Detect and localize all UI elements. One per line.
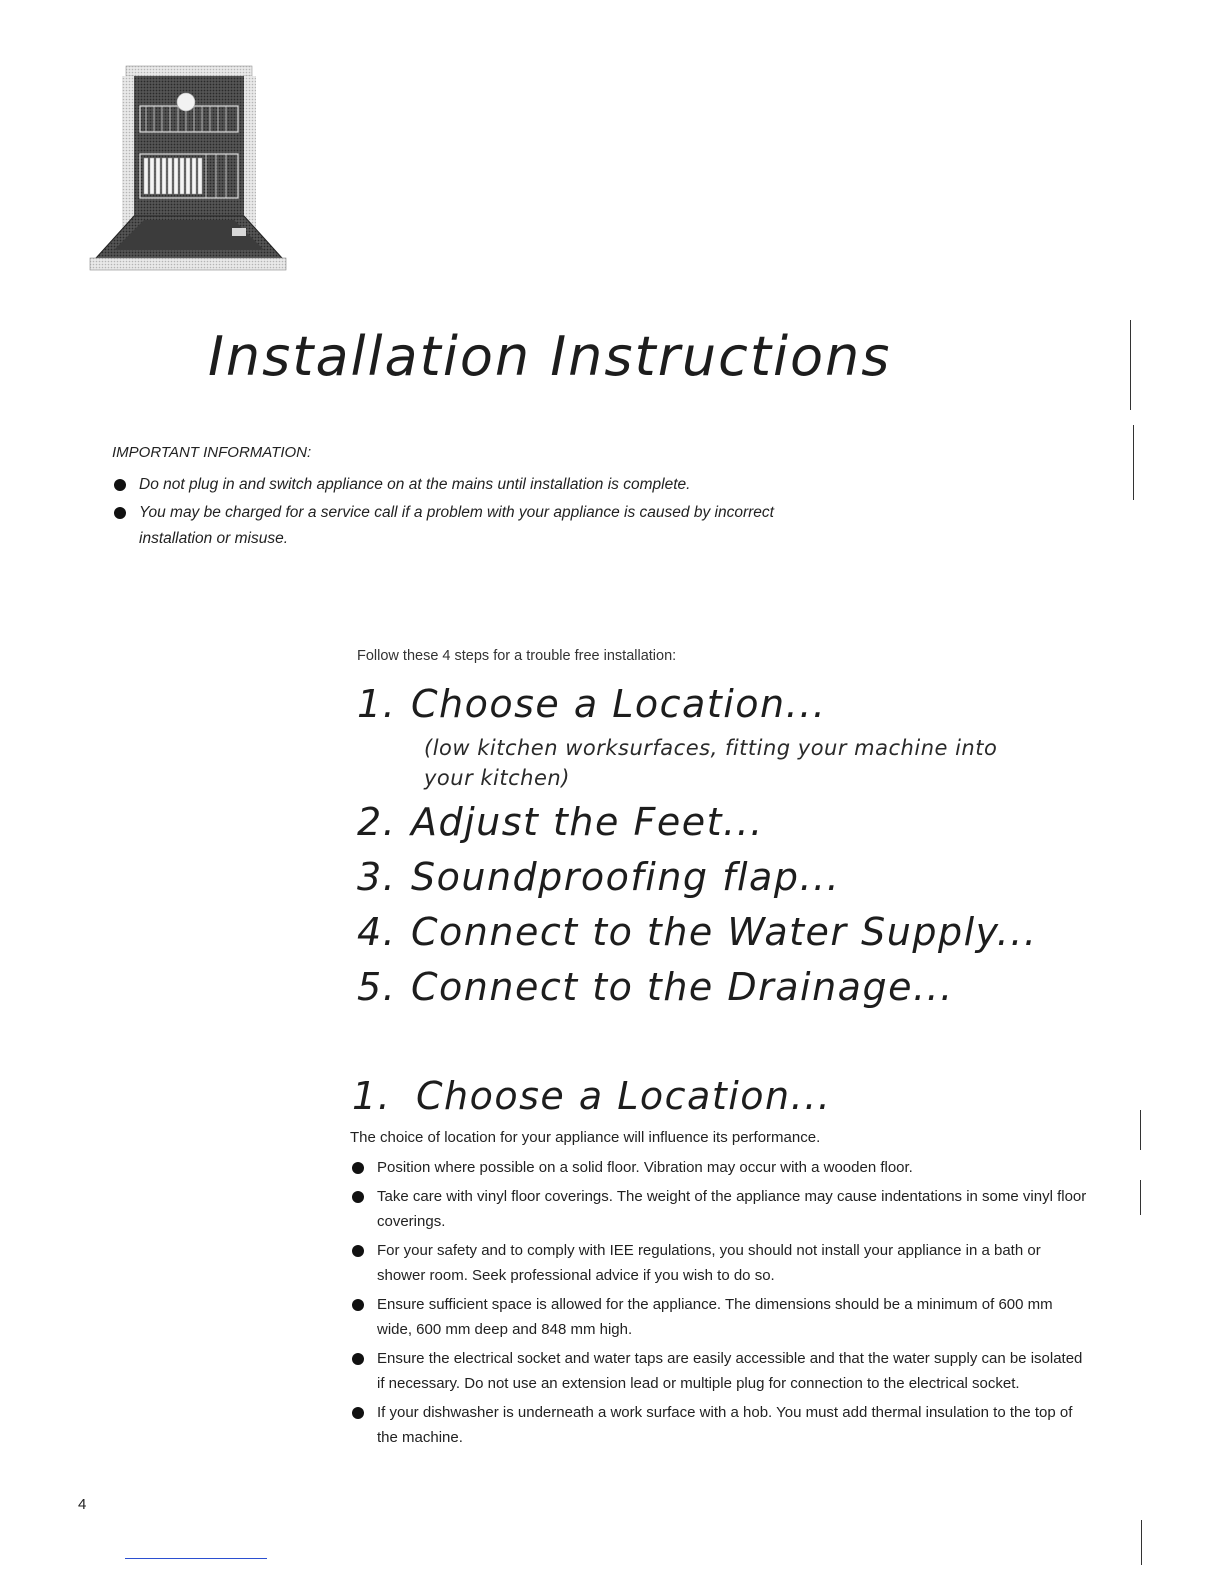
bullet-icon [352, 1299, 364, 1311]
bullet-icon [114, 479, 126, 491]
page-title: Installation Instructions [208, 325, 892, 388]
scan-edge-mark [1141, 1520, 1142, 1565]
section-title [352, 1074, 831, 1118]
bullet-icon [352, 1245, 364, 1257]
step-number: 2. [357, 800, 397, 844]
list-item [350, 1155, 1090, 1180]
page-number: 4 [78, 1496, 87, 1513]
footer-rule [125, 1558, 267, 1559]
step-1 [357, 682, 826, 726]
scan-edge-mark [1130, 320, 1131, 410]
dishwasher-illustration [86, 62, 291, 274]
step-label: Connect to the Drainage... [411, 965, 954, 1009]
bullet-icon [352, 1162, 364, 1174]
location-item-text: Ensure the electrical socket and water taps are easily accessible and that the water supply can be isolated if necessary. Do not use an extension lead or multiple plug for connection to the electrical socket. [377, 1350, 1083, 1392]
step-label: Soundproofing flap... [411, 855, 841, 899]
step-number: 4. [357, 910, 397, 954]
bullet-icon [114, 507, 126, 519]
step-number: 5. [357, 965, 397, 1009]
list-item [350, 1292, 1090, 1342]
scan-edge-mark [1133, 425, 1134, 500]
section-intro: The choice of location for your appliance will influence its performance. [350, 1129, 821, 1146]
list-item [112, 500, 812, 552]
bullet-icon [352, 1191, 364, 1203]
step-1-description: (low kitchen worksurfaces, fitting your machine into your kitchen) [424, 736, 998, 790]
location-item-text: Ensure sufficient space is allowed for the appliance. The dimensions should be a minimum of 600 mm wide, 600 mm deep and 848 mm high. [377, 1296, 1053, 1338]
location-item-text: For your safety and to comply with IEE regulations, you should not install your appliance in a bath or shower room. Seek professional advice if you wish to do so. [377, 1242, 1041, 1284]
scan-edge-mark [1140, 1110, 1141, 1150]
important-heading: IMPORTANT INFORMATION: [112, 444, 312, 461]
scan-edge-mark [1140, 1180, 1141, 1215]
step-label: Connect to the Water Supply... [411, 910, 1038, 954]
location-item-text: Take care with vinyl floor coverings. The weight of the appliance may cause indentations in some vinyl floor coverings. [377, 1188, 1087, 1230]
list-item [350, 1238, 1090, 1288]
step-3 [357, 855, 840, 899]
location-item-text: Position where possible on a solid floor. Vibration may occur with a wooden floor. [377, 1159, 913, 1176]
step-number: 3. [357, 855, 397, 899]
list-item [350, 1184, 1090, 1234]
bullet-icon [352, 1407, 364, 1419]
list-item [350, 1346, 1090, 1396]
location-list [350, 1155, 1090, 1454]
list-item [112, 472, 812, 498]
steps-intro: Follow these 4 steps for a trouble free installation: [357, 648, 677, 664]
list-item [350, 1400, 1090, 1450]
step-label: Adjust the Feet... [411, 800, 764, 844]
step-number: 1. [357, 682, 397, 726]
important-item-text: Do not plug in and switch appliance on at the mains until installation is complete. [139, 476, 691, 493]
bullet-icon [352, 1353, 364, 1365]
step-4 [357, 910, 1037, 954]
step-5 [357, 965, 954, 1009]
step-label: Choose a Location... [411, 682, 827, 726]
important-item-text: You may be charged for a service call if a problem with your appliance is caused by incorrect installation or misuse. [139, 504, 774, 547]
location-item-text: If your dishwasher is underneath a work surface with a hob. You must add thermal insulation to the top of the machine. [377, 1404, 1073, 1446]
section-number: 1. [352, 1074, 392, 1118]
section-label: Choose a Location... [416, 1074, 832, 1118]
step-2 [357, 800, 764, 844]
important-list [112, 472, 812, 554]
